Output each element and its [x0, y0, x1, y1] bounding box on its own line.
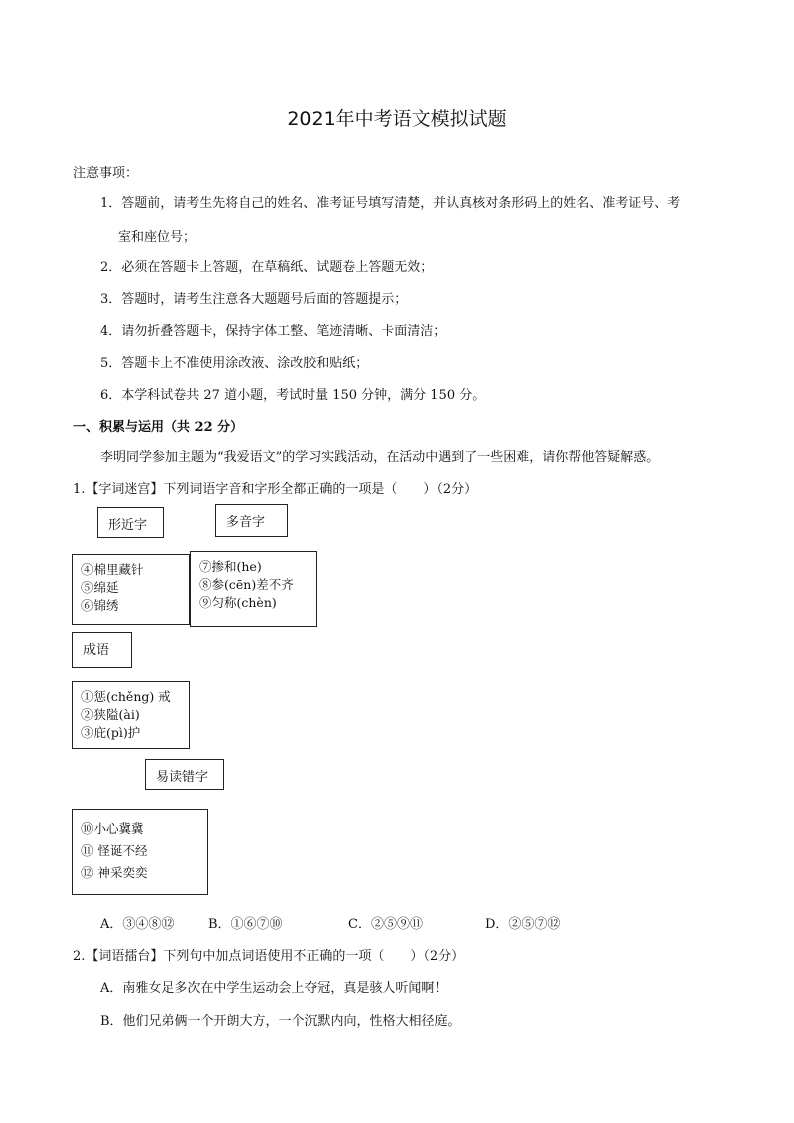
box-xingjin-items — [72, 554, 190, 625]
note-item-4: 4．请勿折叠答题卡，保持字体工整、笔迹清晰、卡面清洁； — [100, 324, 447, 339]
note-item-6: 6．本学科试卷共 27 道小题，考试时量 150 分钟，满分 150 分。 — [100, 388, 486, 403]
q1-option-a[interactable]: A．③④⑧⑫ — [100, 917, 175, 932]
box-label-text: 多音字 — [226, 515, 266, 530]
note-item-1-cont: 室和座位号； — [118, 230, 197, 245]
note-item-1: 1．答题前，请考生先将自己的姓名、准考证号填写清楚，并认真核对条形码上的姓名、准考证号、考 — [100, 196, 681, 211]
box-duoyin-items — [190, 551, 317, 627]
notes-heading: 注意事项： — [73, 166, 139, 181]
q2-option-a[interactable]: A．南雅女足多次在中学生运动会上夺冠，真是骇人听闻啊！ — [100, 981, 448, 996]
list-item: ⑧参(cēn)差不齐 — [199, 577, 294, 592]
list-item: ③庇(pì)护 — [81, 725, 141, 740]
box-chengyu-label — [72, 632, 132, 668]
box-label-text: 易读错字 — [156, 770, 209, 785]
list-item: ⑦掺和(he) — [199, 559, 262, 574]
box-xingjin-label — [97, 507, 164, 538]
list-item: ⑫ 神采奕奕 — [81, 865, 148, 880]
note-item-2: 2．必须在答题卡上答题，在草稿纸、试题卷上答题无效； — [100, 260, 434, 275]
section-heading: 一、积累与运用（共 22 分） — [73, 420, 244, 435]
q1-option-c[interactable]: C．②⑤⑨⑪ — [348, 917, 423, 932]
q2-option-b[interactable]: B．他们兄弟俩一个开朗大方，一个沉默内向，性格大相径庭。 — [100, 1014, 461, 1029]
page-title: 2021年中考语文模拟试题 — [287, 108, 507, 130]
box-chengyu-items — [72, 681, 190, 749]
list-item: ②狭隘(ài) — [81, 707, 140, 722]
list-item: ④棉里藏针 — [81, 562, 144, 577]
question-2-stem: 2.【词语擂台】下列句中加点词语使用不正确的一项（ ）（2分） — [73, 949, 465, 964]
list-item: ①惩(chěng) 戒 — [81, 689, 171, 704]
box-label-text: 形近字 — [108, 518, 148, 533]
box-yidu-items — [72, 809, 208, 895]
box-yidu-label — [145, 759, 224, 790]
list-item: ⑥锦绣 — [81, 598, 119, 613]
list-item: ⑪ 怪诞不经 — [81, 843, 148, 858]
list-item: ⑤绵延 — [81, 580, 119, 595]
note-item-3: 3．答题时，请考生注意各大题题号后面的答题提示； — [100, 292, 408, 307]
box-duoyin-label — [215, 504, 288, 537]
question-1-stem: 1.【字词迷宫】下列词语字音和字形全都正确的一项是（ ）（2分） — [73, 482, 478, 497]
q1-option-b[interactable]: B．①⑥⑦⑩ — [208, 917, 283, 932]
box-label-text: 成语 — [83, 643, 110, 658]
q1-option-d[interactable]: D．②⑤⑦⑫ — [485, 917, 561, 932]
section-intro: 李明同学参加主题为“我爱语文”的学习实践活动，在活动中遇到了一些困难，请你帮他答疑解惑。 — [100, 450, 660, 465]
list-item: ⑩小心冀冀 — [81, 821, 144, 836]
note-item-5: 5．答题卡上不准使用涂改液、涂改胶和贴纸； — [100, 356, 369, 371]
list-item: ⑨匀称(chèn) — [199, 595, 277, 610]
